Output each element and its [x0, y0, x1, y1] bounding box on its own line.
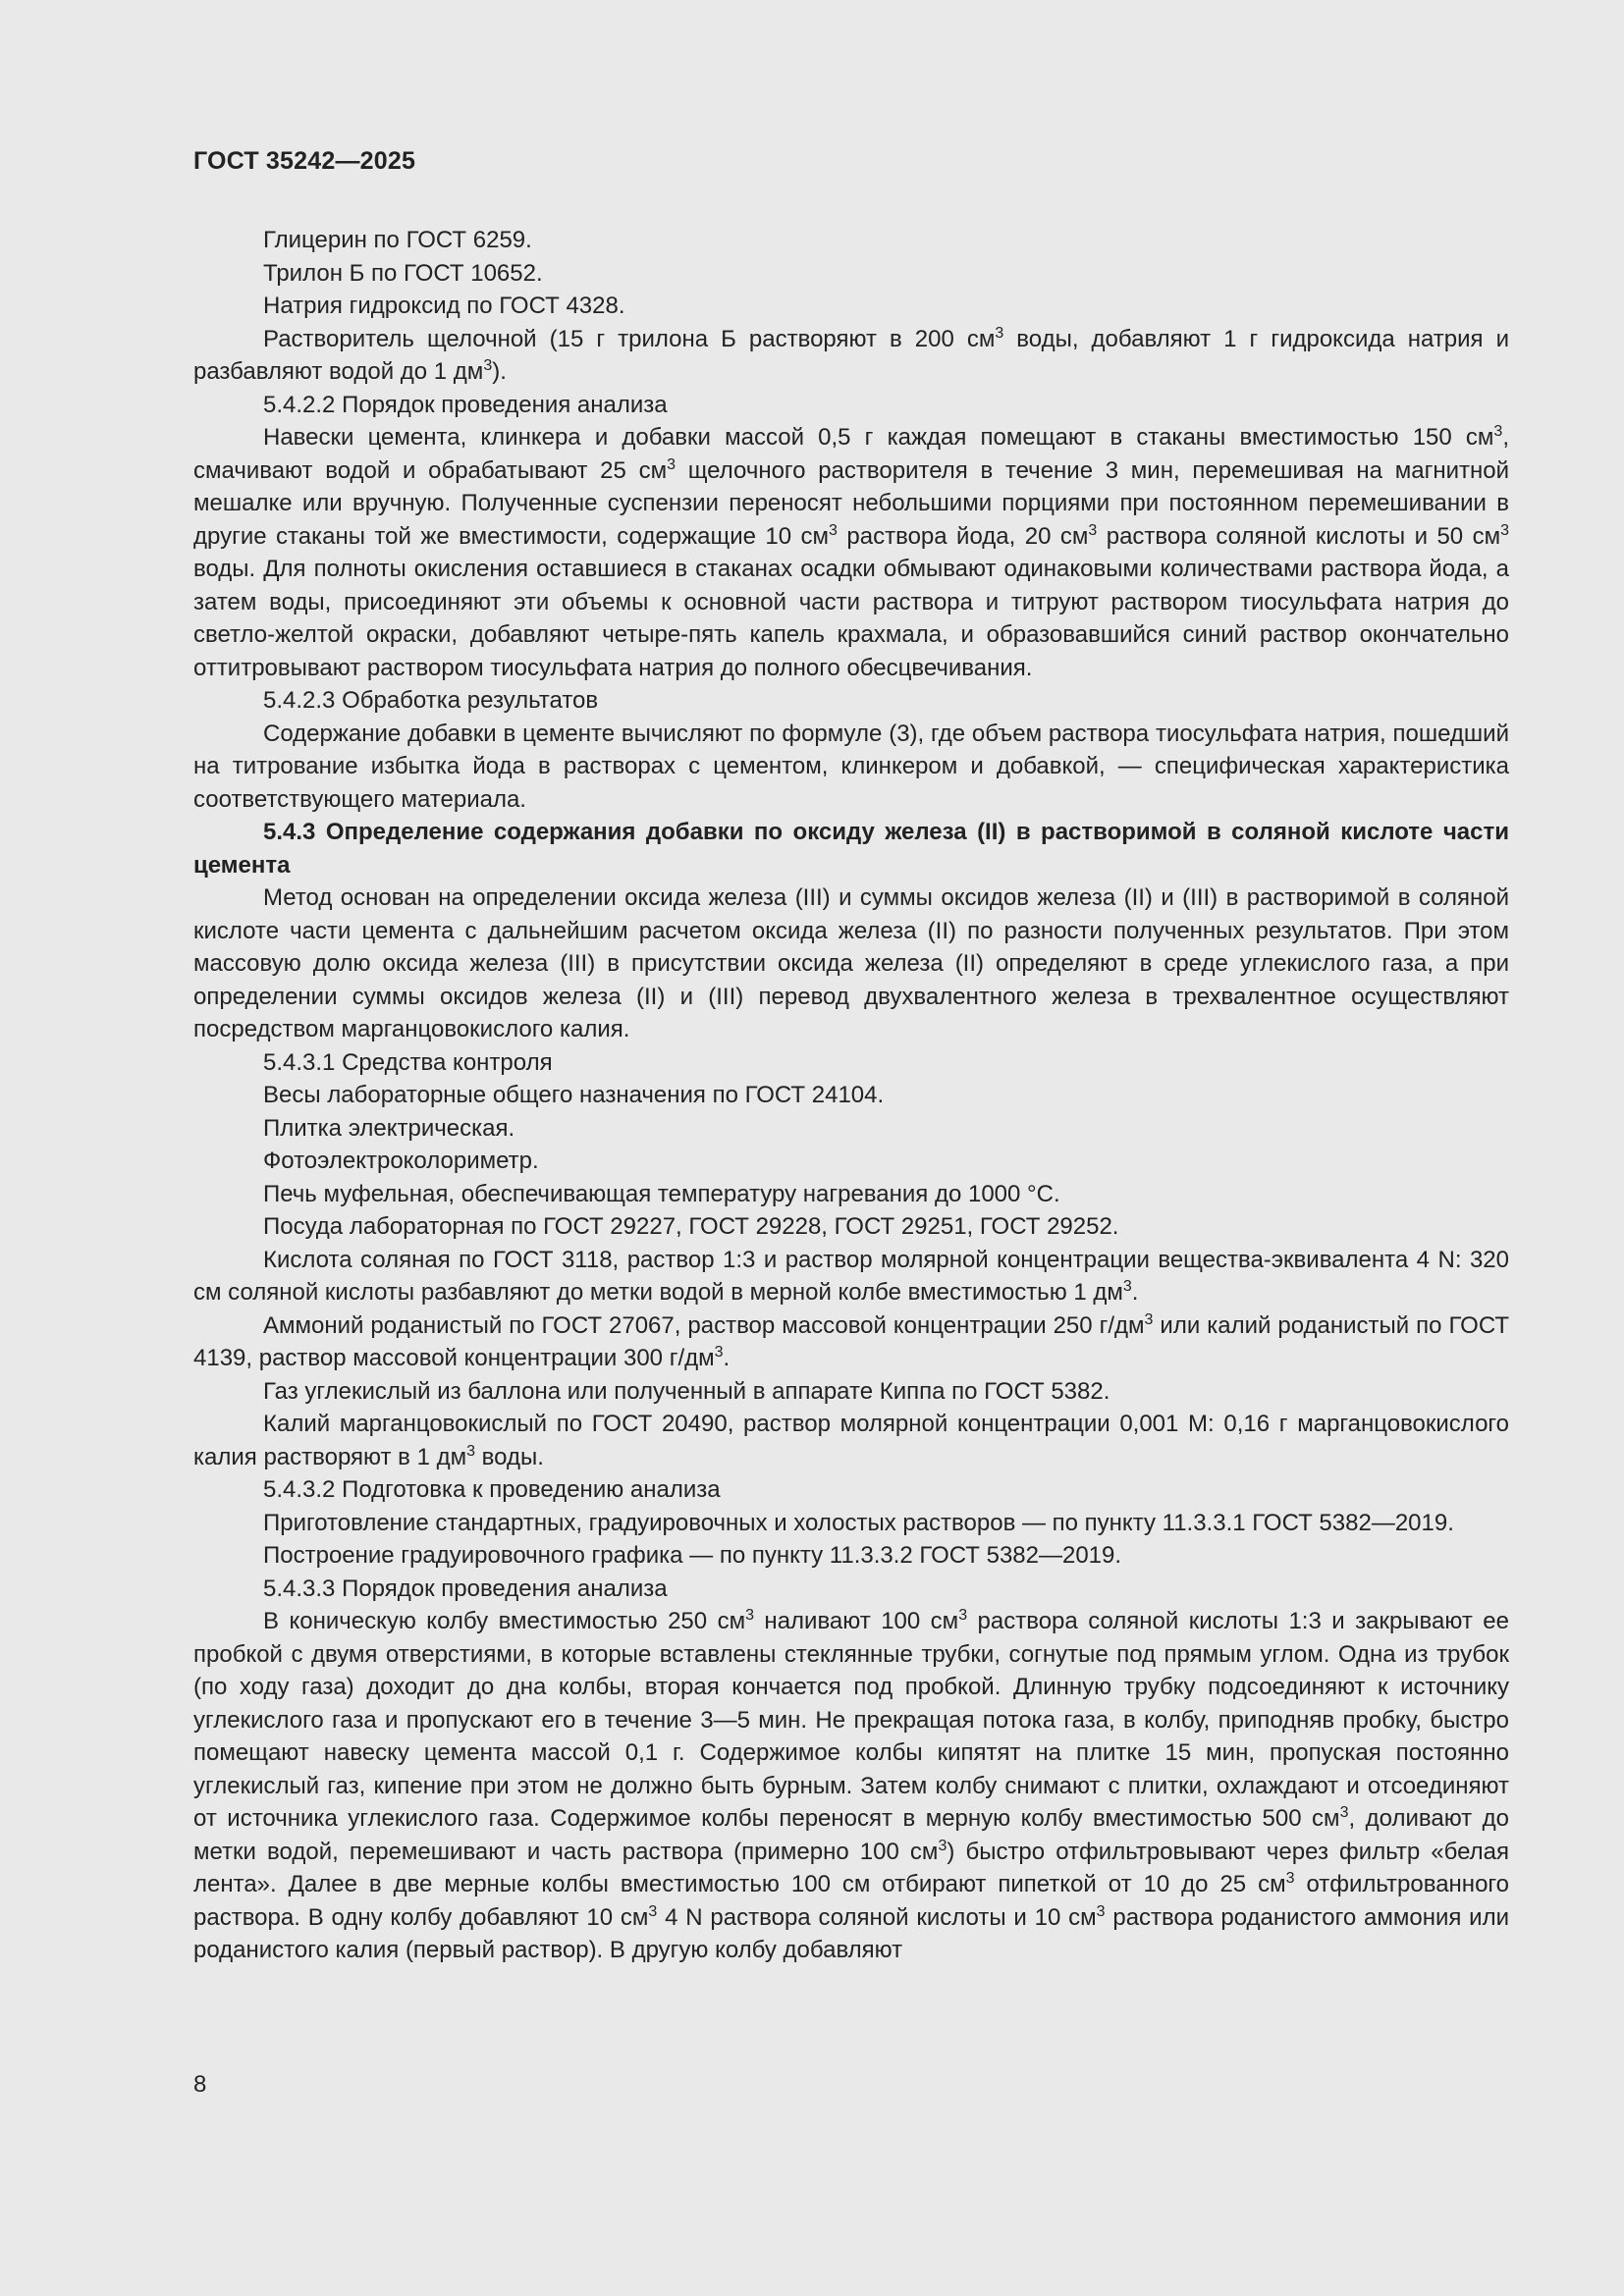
- text-segment: Плитка электрическая.: [263, 1114, 515, 1142]
- section-heading-paragraph: [193, 816, 1509, 881]
- text-segment: , доливают до метки водой, перемешивают и часть раствора (примерно 100 см: [193, 1805, 1509, 1865]
- text-segment: воды, добавляют 1 г гидроксида натрия и разбавляют водой до 1 дм: [193, 325, 1509, 385]
- text-segment: Приготовление стандартных, градуировочных и холостых растворов — по пункту 11.3.3.1 ГОСТ 5382—2019.: [263, 1509, 1454, 1536]
- text-paragraph: [193, 1244, 1509, 1309]
- text-paragraph: [193, 1473, 1509, 1507]
- text-paragraph: [193, 323, 1509, 389]
- text-paragraph: [193, 881, 1509, 1046]
- text-segment: В коническую колбу вместимостью 250 см: [263, 1608, 746, 1634]
- superscript: 3: [958, 1607, 968, 1624]
- superscript: 3: [1285, 1870, 1295, 1887]
- superscript: 3: [1088, 521, 1098, 539]
- text-segment: 5.4.3.2 Подготовка к проведению анализа: [263, 1476, 721, 1503]
- superscript: 3: [1096, 1902, 1106, 1920]
- text-segment: .: [1131, 1279, 1139, 1306]
- text-paragraph: [193, 1309, 1509, 1375]
- text-segment: воды. Для полноты окисления оставшиеся в стаканах осадки обмывают одинаковыми количествами раствора йода, а затем воды, присоединяют эти объемы к основной части раствора и титруют раствором тиосульфата натрия до светло-желтой окраски, добавляют четыре-пять капель крахмала, и образовавшийся синий раствор окончательно оттитровывают раствором тиосульфата натрия до полного обесцвечивания.: [193, 556, 1509, 681]
- text-segment: ).: [492, 358, 507, 385]
- superscript: 3: [995, 324, 1004, 342]
- text-segment: щелочного растворителя в течение 3 мин, перемешивая на магнитной мешалке или вручную. Полученные суспензии переносят небольшими порциями при постоянном перемешивании в другие стаканы той же вместимости, содержащие 10 см: [193, 456, 1509, 550]
- text-segment: Кислота соляная по ГОСТ 3118, раствор 1:3 и раствор молярной концентрации вещества-эквивалента 4 N: 320 см соляной кислоты разбавляют до метки водой в мерной колбе вместимостью 1 дм: [193, 1246, 1509, 1306]
- superscript: 3: [648, 1902, 658, 1920]
- document-header: ГОСТ 35242—2025: [193, 147, 416, 175]
- text-paragraph: [193, 389, 1509, 422]
- text-paragraph: [193, 1507, 1509, 1540]
- document-body: [193, 224, 1509, 1967]
- text-segment: Натрия гидроксид по ГОСТ 4328.: [263, 293, 625, 319]
- text-segment: 5.4.3.3 Порядок проведения анализа: [263, 1575, 668, 1602]
- text-paragraph: [193, 290, 1509, 323]
- superscript: 3: [1339, 1804, 1349, 1821]
- text-segment: Метод основан на определении оксида железа (III) и суммы оксидов железа (II) и (III) в растворимой в соляной кислоте части цемента с дальнейшим расчетом оксида железа (II) по разности полученных результатов. При этом массовую долю оксида железа (III) в присутствии оксида железа (II) определяют в среде углекислого газа, а при определении суммы оксидов железа (II) и (III) перевод двухвалентного железа в трехвалентное осуществляют посредством марганцовокислого калия.: [193, 884, 1509, 1042]
- text-segment: раствора роданистого аммония или роданистого калия (первый раствор). В другую колбу добавляют: [193, 1903, 1509, 1963]
- text-segment: ) быстро отфильтровывают через фильтр «белая лента». Далее в две мерные колбы вместимостью 100 см отбирают пипеткой от 10 до 25 см: [193, 1838, 1510, 1897]
- text-segment: Построение градуировочного графика — по пункту 11.3.3.2 ГОСТ 5382—2019.: [263, 1542, 1122, 1569]
- text-segment: Растворитель щелочной (15 г трилона Б растворяют в 200 см: [263, 325, 996, 352]
- superscript: 3: [483, 357, 493, 374]
- text-paragraph: [193, 1145, 1509, 1178]
- text-segment: Навески цемента, клинкера и добавки массой 0,5 г каждая помещают в стаканы вместимостью 150 см: [263, 424, 1494, 451]
- text-segment: .: [723, 1345, 731, 1371]
- text-paragraph: [193, 1573, 1509, 1606]
- text-segment: Печь муфельная, обеспечивающая температуру нагревания до 1000 °C.: [263, 1180, 1060, 1207]
- superscript: 3: [1500, 521, 1509, 539]
- text-paragraph: [193, 257, 1509, 291]
- superscript: 3: [466, 1442, 476, 1460]
- text-paragraph: [193, 1408, 1509, 1473]
- text-segment: Газ углекислый из баллона или полученный в аппарате Киппа по ГОСТ 5382.: [263, 1377, 1110, 1405]
- text-segment: наливают 100 см: [753, 1608, 959, 1634]
- text-paragraph: [193, 718, 1509, 817]
- text-segment: Посуда лабораторная по ГОСТ 29227, ГОСТ 29228, ГОСТ 29251, ГОСТ 29252.: [263, 1213, 1119, 1240]
- superscript: 3: [745, 1607, 754, 1624]
- text-segment: воды.: [475, 1443, 544, 1470]
- text-segment: 5.4.3.1 Средства контроля: [263, 1048, 553, 1076]
- superscript: 3: [829, 521, 838, 539]
- text-segment: Глицерин по ГОСТ 6259.: [263, 227, 532, 253]
- text-paragraph: [193, 1112, 1509, 1146]
- superscript: 3: [1493, 423, 1503, 440]
- superscript: 3: [1122, 1278, 1132, 1295]
- text-segment: отфильтрованного раствора. В одну колбу добавляют 10 см: [193, 1871, 1509, 1931]
- text-segment: Весы лабораторные общего назначения по ГОСТ 24104.: [263, 1082, 885, 1108]
- text-paragraph: [193, 1605, 1509, 1967]
- page-number: 8: [193, 2071, 207, 2098]
- text-segment: раствора йода, 20 см: [837, 522, 1089, 550]
- text-segment: Калий марганцовокислый по ГОСТ 20490, раствор молярной концентрации 0,001 М: 0,16 г марганцовокислого калия растворяют в 1 дм: [193, 1411, 1509, 1470]
- text-paragraph: [193, 1375, 1509, 1409]
- superscript: 3: [938, 1837, 947, 1854]
- text-segment: Содержание добавки в цементе вычисляют по формуле (3), где объем раствора тиосульфата натрия, пошедший на титрование избытка йода в растворах с цементом, клинкером и добавкой, — специфическая характеристика соответствующего материала.: [193, 720, 1509, 813]
- text-paragraph: [193, 1046, 1509, 1080]
- text-segment: 5.4.2.2 Порядок проведения анализа: [263, 391, 668, 418]
- text-paragraph: [193, 421, 1509, 684]
- text-paragraph: [193, 224, 1509, 257]
- text-segment: , смачивают водой и обрабатывают 25 см: [193, 424, 1509, 484]
- text-segment: 5.4.3 Определение содержания добавки по оксиду железа (II) в растворимой в соляной кислоте части цемента: [193, 819, 1509, 879]
- text-segment: 5.4.2.3 Обработка результатов: [263, 687, 599, 714]
- text-paragraph: [193, 1210, 1509, 1244]
- text-paragraph: [193, 1539, 1509, 1573]
- superscript: 3: [714, 1344, 724, 1361]
- text-paragraph: [193, 1079, 1509, 1112]
- text-segment: Трилон Б по ГОСТ 10652.: [263, 259, 543, 287]
- text-paragraph: [193, 1178, 1509, 1211]
- superscript: 3: [667, 455, 676, 473]
- text-segment: Фотоэлектроколориметр.: [263, 1148, 539, 1174]
- text-paragraph: [193, 684, 1509, 718]
- text-segment: раствора соляной кислоты 1:3 и закрывают ее пробкой с двумя отверстиями, в которые вставлены стеклянные трубки, согнутые под прямым углом. Одна из трубок (по ходу газа) доходит до дна колбы, вторая кончается под пробкой. Длинную трубку подсоединяют к источнику углекислого газа и пропускают его в течение 3—5 мин. Не прекращая потока газа, в колбу, приподняв пробку, быстро помещают навеску цемента массой 0,1 г. Содержимое колбы кипятят на плитке 15 мин, пропуская постоянно углекислый газ, кипение при этом не должно быть бурным. Затем колбу снимают с плитки, охлаждают и отсоединяют от источника углекислого газа. Содержимое колбы переносят в мерную колбу вместимостью 500 см: [193, 1608, 1509, 1832]
- text-segment: 4 N раствора соляной кислоты и 10 см: [657, 1903, 1097, 1931]
- text-segment: Аммоний роданистый по ГОСТ 27067, раствор массовой концентрации 250 г/дм: [263, 1311, 1145, 1339]
- superscript: 3: [1144, 1310, 1154, 1328]
- text-segment: или калий роданистый по ГОСТ 4139, раствор массовой концентрации 300 г/дм: [193, 1311, 1510, 1371]
- text-segment: раствора соляной кислоты и 50 см: [1097, 522, 1501, 550]
